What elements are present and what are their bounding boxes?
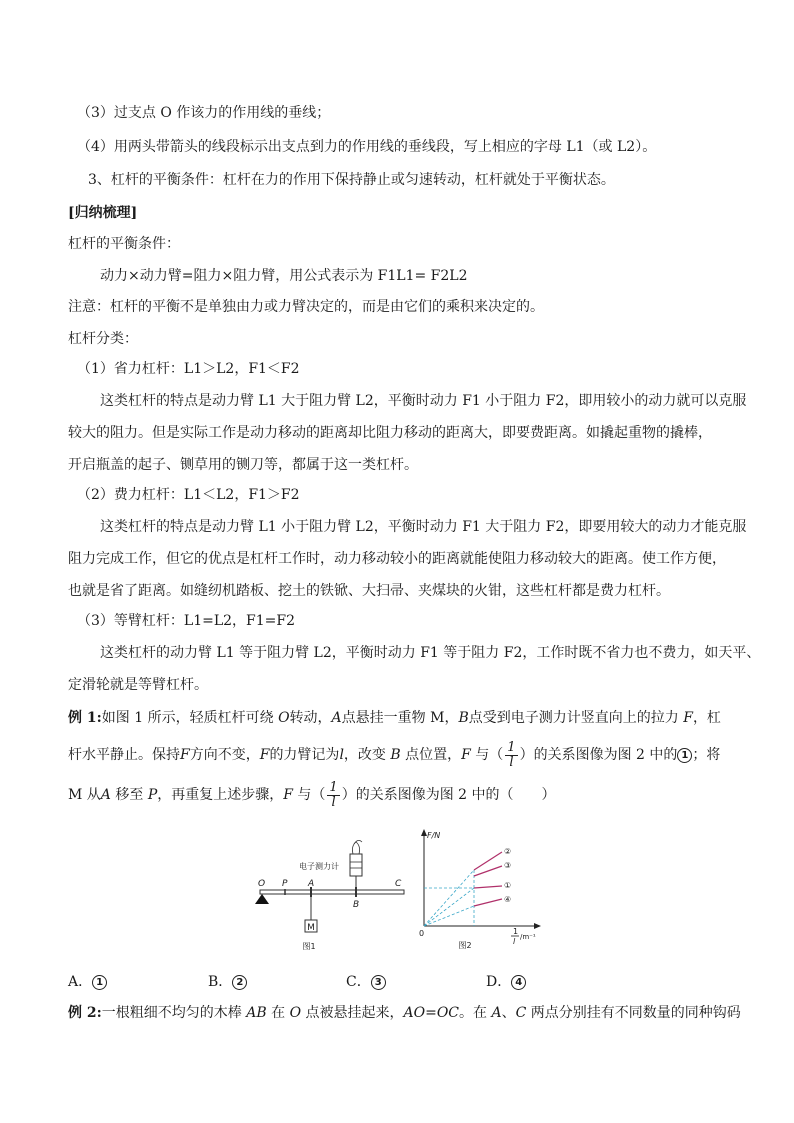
- text-line: （2）费力杠杆：L1＜L2，F1＞F2: [77, 487, 300, 503]
- text-line: 开启瓶盖的起子、铡草用的铡刀等，都属于这一类杠杆。: [68, 457, 418, 473]
- series-line-1: [474, 886, 502, 888]
- text-line: （3）等臂杠杆：L1=L2，F1=F2: [77, 613, 296, 629]
- series-label-2: ②: [504, 847, 512, 856]
- option-mark: 2: [232, 975, 247, 990]
- example2-line1: 例 2:一根粗细不均匀的木棒 AB 在 O 点被悬挂起来，AO=OC。在 A、C 两点分别挂有不同数量的同种钩码: [68, 1005, 741, 1021]
- svg-text:1: 1: [513, 927, 519, 936]
- text-line: 也就是省了距离。如缝纫机踏板、挖土的铁锨、大扫帚、夹煤块的火钳，这些杠杆都是费力杠杆。: [68, 583, 670, 599]
- option-mark: 1: [92, 975, 107, 990]
- text-line: 3、杠杆的平衡条件：杠杆在力的作用下保持静止或匀速转动，杠杆就处于平衡状态。: [88, 172, 615, 188]
- example-label: 例 2:: [68, 1005, 102, 1021]
- text-line: （4）用两头带箭头的线段标示出支点到力的作用线的垂线段，写上相应的字母 L1（或 L2）。: [77, 139, 657, 155]
- text-line: 定滑轮就是等臂杠杆。: [68, 677, 208, 693]
- section-heading: [归纳梳理]: [68, 205, 138, 221]
- option-A[interactable]: A． 1: [68, 972, 107, 992]
- label-A: A: [308, 879, 315, 889]
- force-meter-body: [350, 854, 362, 876]
- text-line: 阻力完成工作，但它的优点是杠杆工作时，动力移动较小的距离就能使阻力移动较大的距离。使工作方便，: [68, 551, 726, 567]
- series-label-4: ④: [504, 895, 512, 904]
- meter-label: 电子测力计: [299, 862, 339, 871]
- fraction-one-over-l: $\frac{1}{l}$: [507, 739, 516, 770]
- label-C: C: [395, 879, 402, 889]
- text-line: （1）省力杠杆：L1＞L2，F1＜F2: [77, 361, 300, 377]
- series-label-3: ③: [504, 861, 512, 870]
- weight-M-label: M: [307, 923, 315, 933]
- option-C[interactable]: C． 3: [346, 972, 386, 992]
- option-D[interactable]: D． 4: [486, 972, 526, 992]
- series-label-1: ①: [504, 881, 512, 890]
- meter-hand-icon: [352, 842, 359, 854]
- example-label: 例 1:: [68, 710, 102, 726]
- text-line: 注意：杠杆的平衡不是单独由力或力臂决定的，而是由它们的乘积来决定的。: [68, 299, 544, 315]
- label-B: B: [353, 900, 360, 910]
- x-axis-unit: /m⁻¹: [520, 933, 536, 941]
- example1-line3: M 从A 移至 P，再重复上述步骤，F 与（ $\frac{1}{l}$ ）的关系图像为图 2 中的（ ）: [68, 779, 556, 810]
- text-line: 较大的阻力。但是实际工作是动力移动的距离却比阻力移动的距离大，即要费距离。如撬起重物的撬棒，: [68, 425, 712, 441]
- pivot-triangle: [255, 894, 269, 904]
- option-mark: 4: [511, 975, 526, 990]
- text-line: 这类杠杆的特点是动力臂 L1 小于阻力臂 L2，平衡时动力 F1 大于阻力 F2，即要用较大的动力才能克服: [100, 519, 747, 535]
- label-P: P: [282, 879, 288, 889]
- circled-number: 1: [677, 748, 692, 763]
- text-line: （3）过支点 O 作该力的作用线的垂线；: [77, 105, 331, 121]
- figure2-caption: 图2: [458, 941, 472, 950]
- text-line: 杠杆的平衡条件：: [68, 236, 180, 252]
- figure1-lever-diagram: [252, 832, 412, 954]
- example1-line1: 例 1:如图 1 所示，轻质杠杆可绕 O转动，A点悬挂一重物 M，B点受到电子测力计竖直向上的拉力 F，杠: [68, 710, 721, 726]
- example1-line2: 杆水平静止。保持F方向不变，F的力臂记为l，改变 B 点位置，F 与（ $\frac{1}{l}$ ）的关系图像为图 2 中的 1 ；将: [68, 739, 721, 770]
- fraction-one-over-l: $\frac{1}{l}$: [329, 779, 338, 810]
- y-axis-label: F/N: [427, 831, 441, 840]
- option-mark: 3: [371, 975, 386, 990]
- figure1-caption: 图1: [302, 942, 316, 951]
- origin-label: 0: [419, 929, 425, 938]
- svg-text:l: l: [513, 937, 516, 946]
- text-line: 这类杠杆的动力臂 L1 等于阻力臂 L2，平衡时动力 F1 等于阻力 F2，工作时既不省力也不费力，如天平、: [100, 645, 761, 661]
- text-line: 这类杠杆的特点是动力臂 L1 大于阻力臂 L2，平衡时动力 F1 小于阻力 F2，即用较小的动力就可以克服: [100, 393, 747, 409]
- label-O: O: [258, 879, 266, 889]
- text-line: 杠杆分类：: [68, 331, 138, 347]
- formula-line: 动力×动力臂=阻力×阻力臂，用公式表示为 F1L1= F2L2: [100, 268, 468, 284]
- option-B[interactable]: B． 2: [208, 972, 247, 992]
- lever-bar: [260, 890, 404, 894]
- figure2-graph: [410, 826, 545, 956]
- series-line-4: [474, 899, 502, 906]
